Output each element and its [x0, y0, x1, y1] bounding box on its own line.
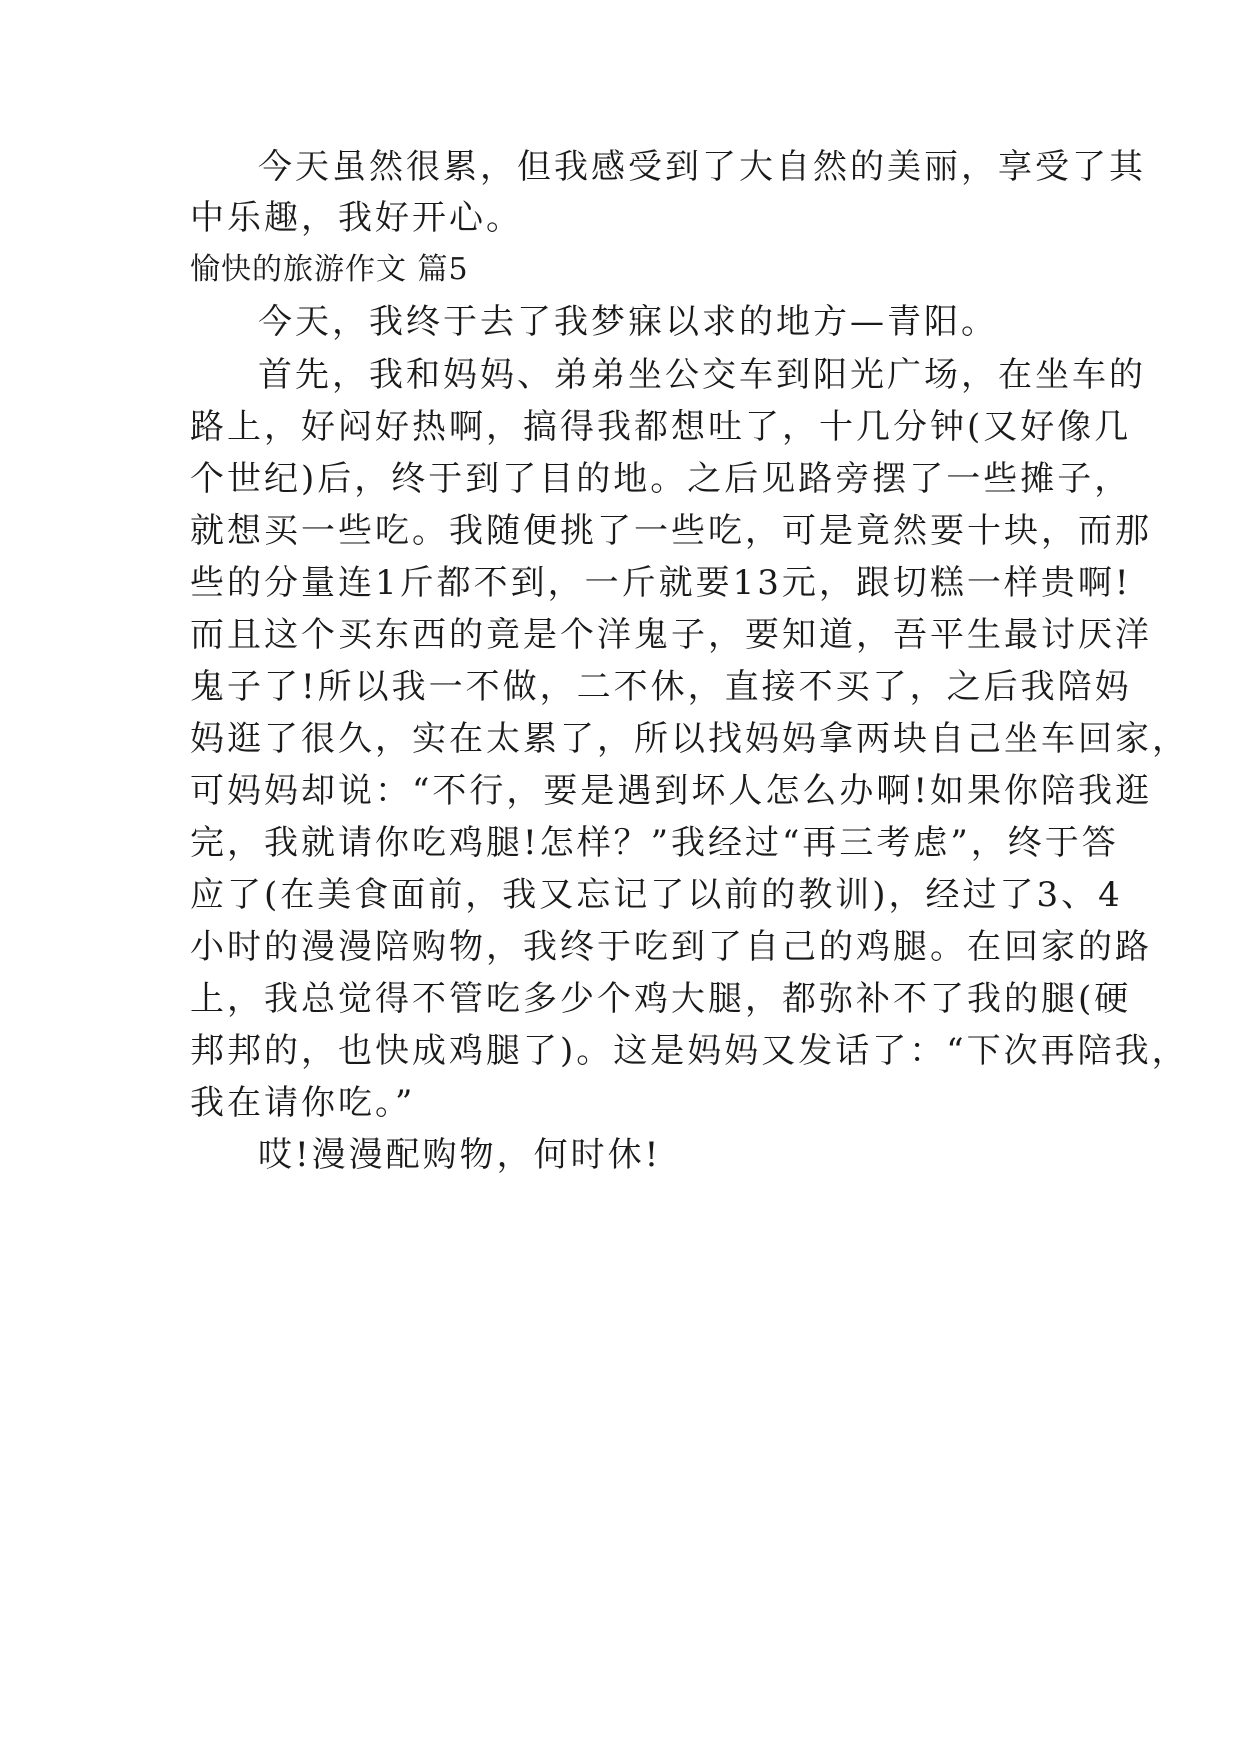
- paragraph-2-line-15: 我在请你吃。”: [190, 1083, 416, 1123]
- paragraph-2-line-10: 完，我就请你吃鸡腿!怎样？”我经过“再三考虑”，终于答: [190, 823, 1119, 863]
- paragraph-3-line-1: 哎!漫漫配购物，何时休!: [258, 1135, 662, 1175]
- section-title: 愉快的旅游作文 篇5: [190, 252, 469, 287]
- paragraph-2-line-12: 小时的漫漫陪购物，我终于吃到了自己的鸡腿。在回家的路: [190, 927, 1152, 967]
- intro-line-2: 中乐趣，我好开心。: [190, 198, 523, 238]
- paragraph-1-line-1: 今天，我终于去了我梦寐以求的地方—青阳。: [258, 302, 998, 342]
- paragraph-2-line-3: 个世纪)后，终于到了目的地。之后见路旁摆了一些摊子，: [190, 459, 1132, 499]
- paragraph-2-line-8: 妈逛了很久，实在太累了，所以找妈妈拿两块自己坐车回家，: [190, 719, 1189, 759]
- paragraph-2-line-14: 邦邦的，也快成鸡腿了)。这是妈妈又发话了：“下次再陪我，: [190, 1031, 1189, 1071]
- paragraph-2-line-7: 鬼子了!所以我一不做，二不休，直接不买了，之后我陪妈: [190, 667, 1132, 707]
- paragraph-2-line-11: 应了(在美食面前，我又忘记了以前的教训)，经过了3、4: [190, 875, 1123, 915]
- paragraph-2-line-13: 上，我总觉得不管吃多少个鸡大腿，都弥补不了我的腿(硬: [190, 979, 1132, 1019]
- paragraph-2-line-2: 路上，好闷好热啊，搞得我都想吐了，十几分钟(又好像几: [190, 407, 1132, 447]
- intro-line-1: 今天虽然很累，但我感受到了大自然的美丽，享受了其: [258, 147, 1146, 187]
- paragraph-2-line-4: 就想买一些吃。我随便挑了一些吃，可是竟然要十块，而那: [190, 511, 1152, 551]
- paragraph-2-line-1: 首先，我和妈妈、弟弟坐公交车到阳光广场，在坐车的: [258, 355, 1146, 395]
- paragraph-2-line-5: 些的分量连1斤都不到，一斤就要13元，跟切糕一样贵啊!: [190, 563, 1132, 603]
- paragraph-2-line-9: 可妈妈却说：“不行，要是遇到坏人怎么办啊!如果你陪我逛: [190, 771, 1153, 811]
- paragraph-2-line-6: 而且这个买东西的竟是个洋鬼子，要知道，吾平生最讨厌洋: [190, 615, 1152, 655]
